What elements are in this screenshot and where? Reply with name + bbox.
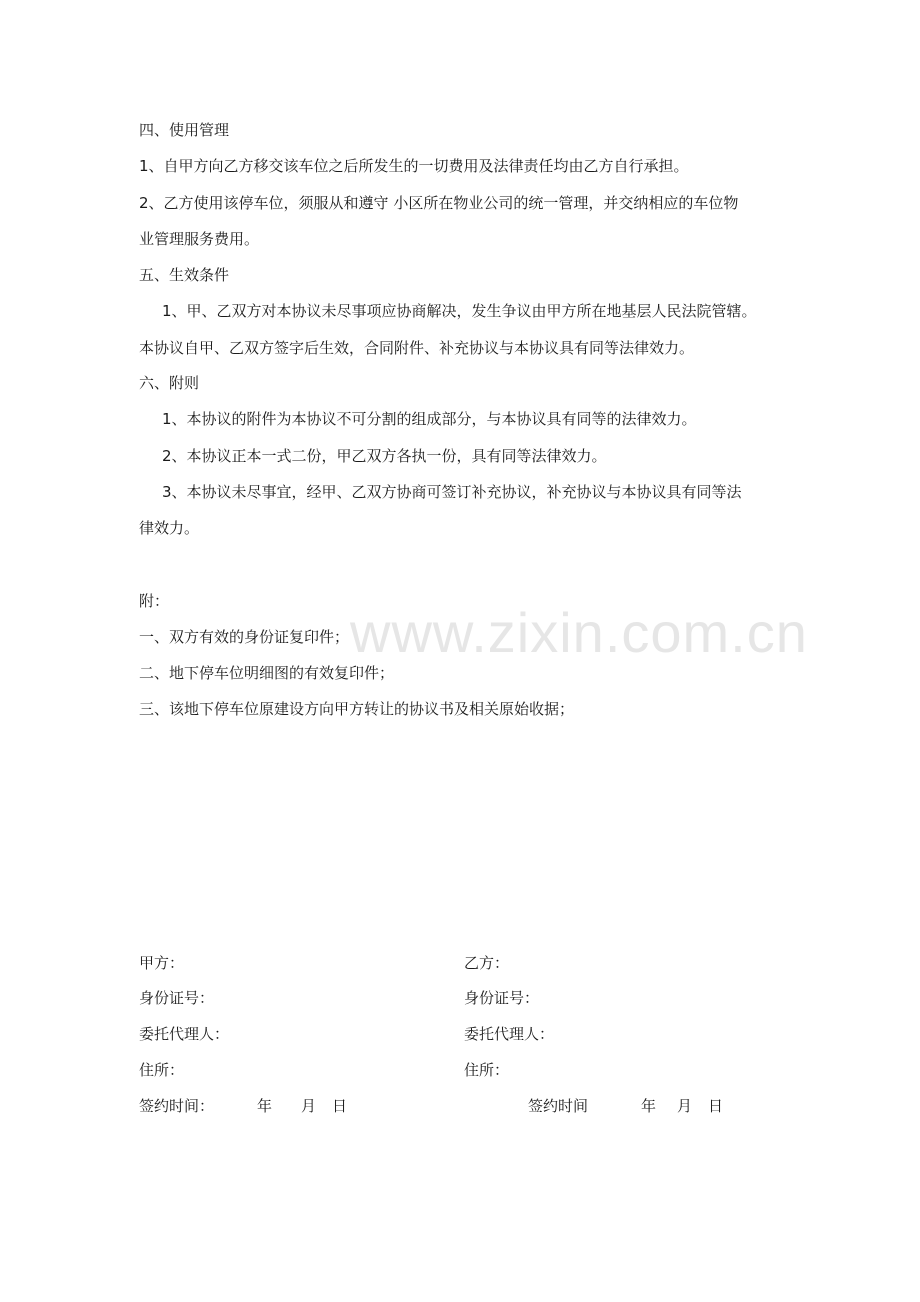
party-a-label: 甲方： [139,954,185,972]
section-6-item-3-line-2: 律效力。 [139,519,200,537]
section-4-item-1: 1、自甲方向乙方移交该车位之后所发生的一切费用及法律责任均由乙方自行承担。 [139,157,689,175]
party-a-month: 月 [301,1097,317,1115]
party-a-date-label: 签约时间： [139,1097,215,1115]
party-a-agent-label: 委托代理人： [139,1025,230,1043]
section-6-item-3-line-1: 3、本协议未尽事宜，经甲、乙双方协商可签订补充协议，补充协议与本协议具有同等法 [162,483,742,501]
party-b-year: 年 [641,1097,657,1115]
party-b-month: 月 [677,1097,693,1115]
attachments-title: 附： [139,592,170,610]
party-b-day: 日 [708,1097,724,1115]
party-b-agent-label: 委托代理人： [464,1025,555,1043]
section-5-item-1-line-1: 1、甲、乙双方对本协议未尽事项应协商解决，发生争议由甲方所在地基层人民法院管辖。 [162,302,757,320]
party-b-label: 乙方： [464,954,510,972]
watermark: www.zixin.com.cn [350,601,808,664]
section-4-item-2-line-1: 2、乙方使用该停车位，须服从和遵守 小区所在物业公司的统一管理，并交纳相应的车位物 [139,194,739,212]
attachment-item: 一、双方有效的身份证复印件； [139,628,350,646]
party-b-date-label: 签约时间 [528,1097,589,1115]
party-a-year: 年 [257,1097,273,1115]
attachment-item: 二、地下停车位明细图的有效复印件； [139,664,395,682]
party-b-id-label: 身份证号： [464,989,540,1007]
section-4-item-2-line-2: 业管理服务费用。 [139,230,260,248]
attachment-item: 三、该地下停车位原建设方向甲方转让的协议书及相关原始收据； [139,700,575,718]
party-a-day: 日 [332,1097,348,1115]
party-b-address-label: 住所： [464,1061,510,1079]
section-6-item-2: 2、本协议正本一式二份，甲乙双方各执一份，具有同等法律效力。 [162,447,607,465]
section-6-title: 六、附则 [139,374,200,392]
section-5-title: 五、生效条件 [139,266,230,284]
section-5-item-1-line-2: 本协议自甲、乙双方签字后生效，合同附件、补充协议与本协议具有同等法律效力。 [139,339,695,357]
section-6-item-1: 1、本协议的附件为本协议不可分割的组成部分，与本协议具有同等的法律效力。 [162,410,697,428]
party-a-id-label: 身份证号： [139,989,215,1007]
section-4-title: 四、使用管理 [139,121,230,139]
party-a-address-label: 住所： [139,1061,185,1079]
